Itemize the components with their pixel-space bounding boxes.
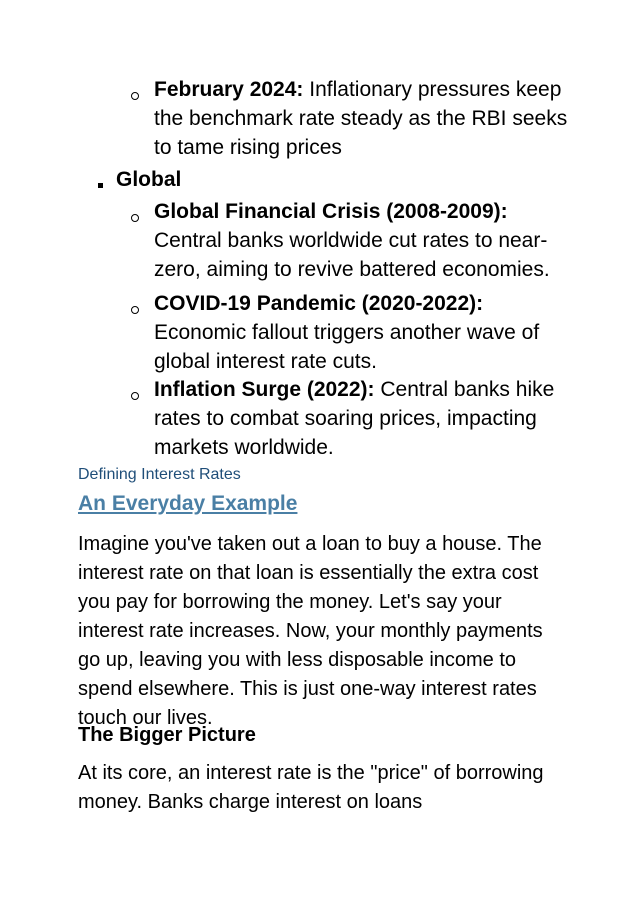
list-item [154,75,574,162]
defining-interest-rates-link[interactable]: Defining Interest Rates [78,466,241,483]
sub-bullet-marker [131,306,139,314]
list-item-label: Global Financial Crisis (2008-2009): [154,200,508,223]
list-item-text: Economic fallout triggers another wave of global interest rate cuts. [154,321,540,373]
list-item-global: Global [116,168,182,191]
everyday-paragraph: Imagine you've taken out a loan to buy a house. The interest rate on that loan is essentially the extra cost you pay for borrowing the money. Let's say your interest rate increases. Now, your monthly payments go up, leaving you with less disposable income to spend elsewhere. This is just one-way interest rates touch our lives. [78,533,543,729]
list-item-label: February 2024: [154,78,304,101]
list-item-text: Central banks worldwide cut rates to near-zero, aiming to revive battered economies. [154,229,550,281]
bullet-marker [98,183,103,188]
list-item-text: Inflationary pressures keep the benchmark rate steady as the RBI seeks to tame rising prices [154,78,568,159]
list-item [154,375,574,462]
sub-bullet-marker [131,392,139,400]
list-item-label: Inflation Surge (2022): [154,378,375,401]
list-item-label: COVID-19 Pandemic (2020-2022): [154,292,484,315]
bigger-picture-paragraph: At its core, an interest rate is the "price" of borrowing money. Banks charge interest on loans [78,762,544,813]
everyday-example-heading[interactable]: An Everyday Example [78,492,298,515]
bigger-picture-heading: The Bigger Picture [78,724,256,746]
sub-bullet-marker [131,214,139,222]
sub-bullet-marker [131,92,139,100]
list-item-text: Central banks hike rates to combat soaring prices, impacting markets worldwide. [154,378,555,459]
list-item [154,197,574,284]
list-item [154,289,574,376]
